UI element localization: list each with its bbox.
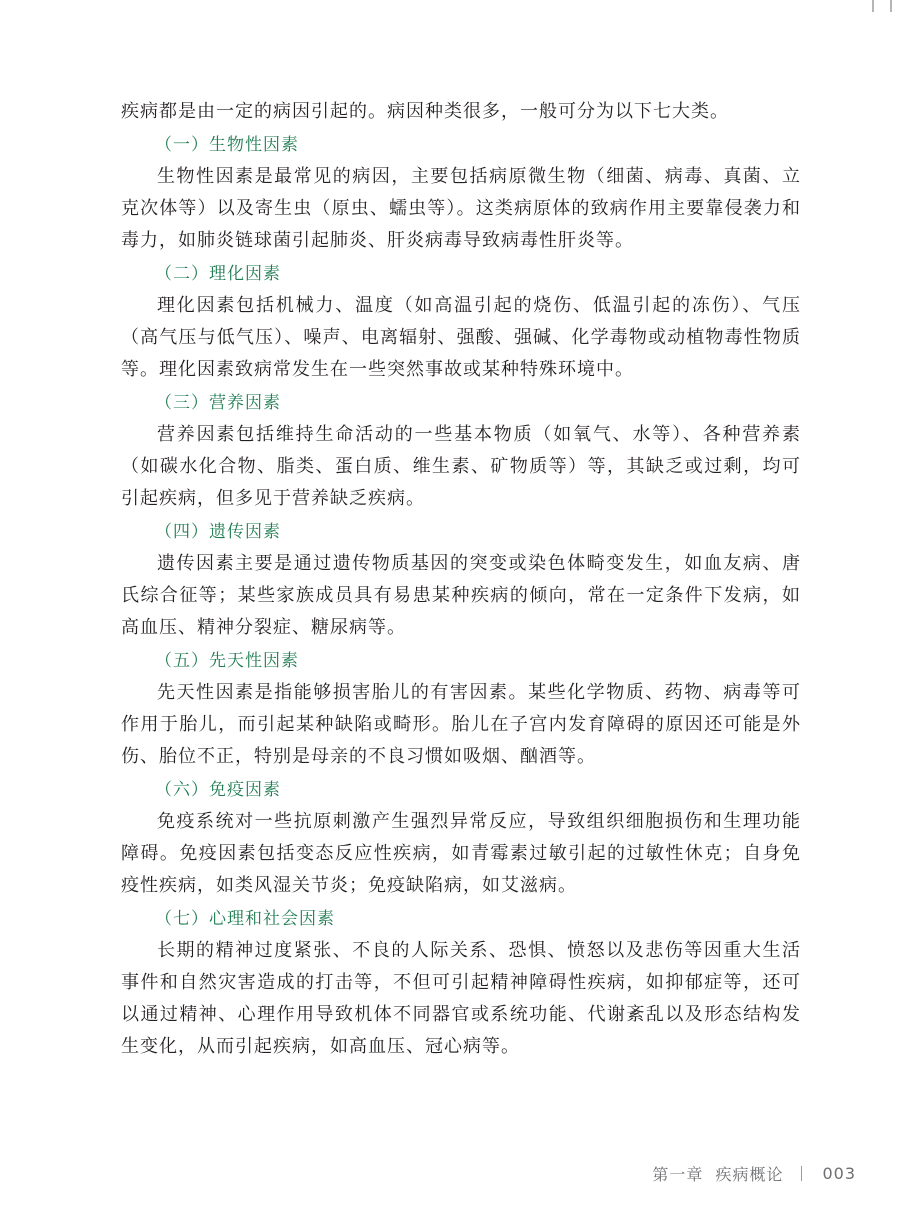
page-footer <box>652 1158 856 1188</box>
section-body: 遗传因素主要是通过遗传物质基因的突变或染色体畸变发生，如血友病、唐氏综合征等；某些家族成员具有易患某种疾病的倾向，常在一定条件下发病，如高血压、精神分裂症、糖尿病等。 <box>121 553 801 638</box>
page-content <box>121 96 801 1063</box>
section-heading: （五）先天性因素 <box>155 651 299 671</box>
section-heading: （二）理化因素 <box>155 264 281 284</box>
section-nutritional <box>121 388 801 515</box>
crop-marks <box>866 0 900 14</box>
intro-paragraph: 疾病都是由一定的病因引起的。病因种类很多，一般可分为以下七大类。 <box>121 101 729 122</box>
section-congenital <box>121 646 801 773</box>
section-heading: （六）免疫因素 <box>155 780 281 800</box>
section-body: 营养因素包括维持生命活动的一些基本物质（如氧气、水等）、各种营养素（如碳水化合物、脂类、蛋白质、维生素、矿物质等）等，其缺乏或过剩，均可引起疾病，但多见于营养缺乏疾病。 <box>121 424 801 509</box>
section-heading: （七）心理和社会因素 <box>155 909 335 929</box>
section-heading: （三）营养因素 <box>155 393 281 413</box>
footer-divider <box>801 1166 802 1181</box>
section-body: 理化因素包括机械力、温度（如高温引起的烧伤、低温引起的冻伤）、气压（高气压与低气压）、噪声、电离辐射、强酸、强碱、化学毒物或动植物毒性物质等。理化因素致病常发生在一些突然事故或某种特殊环境中。 <box>121 295 801 380</box>
section-body: 先天性因素是指能够损害胎儿的有害因素。某些化学物质、药物、病毒等可作用于胎儿，而引起某种缺陷或畸形。胎儿在子宫内发育障碍的原因还可能是外伤、胎位不正，特别是母亲的不良习惯如吸烟、酗酒等。 <box>121 682 801 767</box>
crop-mark <box>872 0 874 12</box>
crop-mark <box>890 0 892 12</box>
section-immune <box>121 775 801 902</box>
page-number: 003 <box>822 1163 856 1183</box>
section-heading: （四）遗传因素 <box>155 522 281 542</box>
section-body: 生物性因素是最常见的病因，主要包括病原微生物（细菌、病毒、真菌、立克次体等）以及寄生虫（原虫、蠕虫等）。这类病原体的致病作用主要靠侵袭力和毒力，如肺炎链球菌引起肺炎、肝炎病毒导致病毒性肝炎等。 <box>121 166 801 251</box>
section-heading: （一）生物性因素 <box>155 135 299 155</box>
section-physical-chemical <box>121 259 801 386</box>
section-genetic <box>121 517 801 644</box>
footer-title: 疾病概论 <box>715 1164 784 1184</box>
section-biological <box>121 130 801 257</box>
section-psychosocial <box>121 904 801 1063</box>
footer-chapter: 第一章 <box>652 1164 704 1184</box>
section-body: 长期的精神过度紧张、不良的人际关系、恐惧、愤怒以及悲伤等因重大生活事件和自然灾害造成的打击等，不但可引起精神障碍性疾病，如抑郁症等，还可以通过精神、心理作用导致机体不同器官或系统功能、代谢紊乱以及形态结构发生变化，从而引起疾病，如高血压、冠心病等。 <box>121 940 801 1057</box>
section-body: 免疫系统对一些抗原刺激产生强烈异常反应，导致组织细胞损伤和生理功能障碍。免疫因素包括变态反应性疾病，如青霉素过敏引起的过敏性休克；自身免疫性疾病，如类风湿关节炎；免疫缺陷病，如艾滋病。 <box>121 811 801 896</box>
